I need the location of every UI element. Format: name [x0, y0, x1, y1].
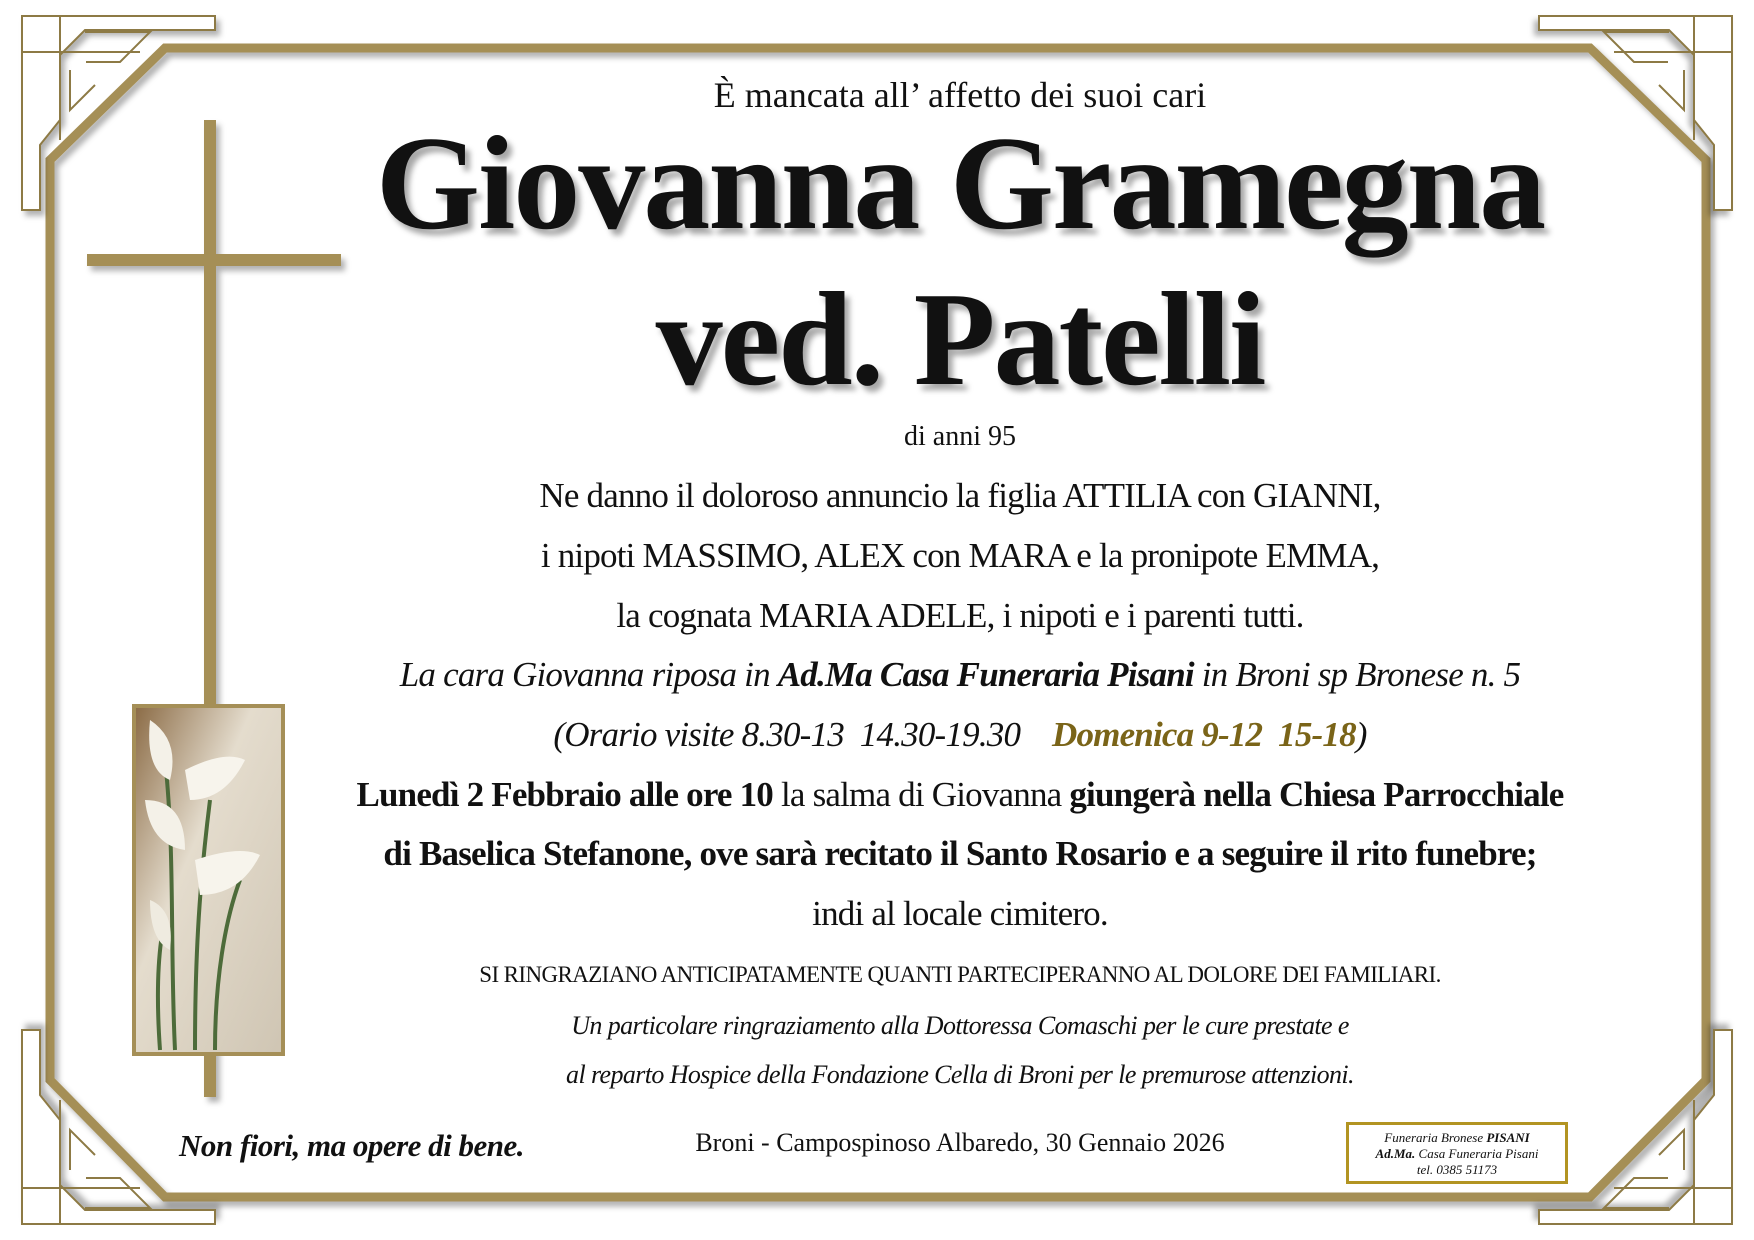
no-flowers-note: Non fiori, ma opere di bene.	[179, 1128, 525, 1163]
text: PISANI	[1486, 1130, 1530, 1145]
place-date: Broni - Campospinoso Albaredo, 30 Gennaio 2026	[695, 1128, 1225, 1157]
text: in Broni sp Bronese n. 5	[1193, 655, 1521, 694]
funeral-line: di Baselica Stefanone, ove sarà recitato il Santo Rosario e a seguire il rito funebre;	[383, 834, 1537, 873]
deceased-name-widow: ved. Patelli	[655, 265, 1265, 413]
calla-lily-image	[134, 706, 283, 1054]
text: )	[1355, 715, 1367, 754]
sunday-hours: Domenica 9-12 15-18	[1051, 715, 1356, 754]
age-text: di anni 95	[904, 421, 1016, 452]
text: Ad.Ma.	[1375, 1146, 1416, 1161]
funeral-line	[340, 775, 1580, 815]
announcement-line: la cognata MARIA ADELE, i nipoti e i parenti tutti.	[616, 596, 1304, 635]
announcement-line: i nipoti MASSIMO, ALEX con MARA e la pronipote EMMA,	[540, 536, 1380, 575]
funeral-home-box	[1346, 1122, 1568, 1184]
funeral-home-name: Ad.Ma Casa Funeraria Pisani	[777, 655, 1194, 694]
text: La cara Giovanna riposa in	[399, 655, 778, 694]
thanks-caps: SI RINGRAZIANO ANTICIPATAMENTE QUANTI PARTECIPERANNO AL DOLORE DEI FAMILIARI.	[479, 962, 1441, 987]
deceased-name: Giovanna Gramegna	[375, 109, 1545, 257]
announcement-line: Ne danno il doloroso annuncio la figlia ATTILIA con GIANNI,	[539, 476, 1381, 515]
thanks-line: Un particolare ringraziamento alla Dottoressa Comaschi per le cure prestate e	[571, 1011, 1349, 1040]
intro-text: È mancata all’ affetto dei suoi cari	[713, 75, 1207, 115]
text: Funeraria Bronese	[1384, 1130, 1487, 1145]
text: Casa Funeraria Pisani	[1415, 1146, 1539, 1161]
burial-line: indi al locale cimitero.	[812, 894, 1108, 933]
visiting-hours-line	[340, 715, 1580, 755]
phone: tel. 0385 51173	[1416, 1162, 1498, 1177]
text: (Orario visite 8.30-13 14.30-19.30	[553, 715, 1052, 754]
text: la salma di Giovanna	[773, 775, 1070, 814]
church: giungerà nella Chiesa Parrocchiale	[1069, 775, 1564, 814]
rest-location-line	[340, 655, 1580, 695]
thanks-line: al reparto Hospice della Fondazione Cella di Broni per le premurose attenzioni.	[566, 1060, 1354, 1089]
date-time: Lunedì 2 Febbraio alle ore 10	[356, 775, 774, 814]
